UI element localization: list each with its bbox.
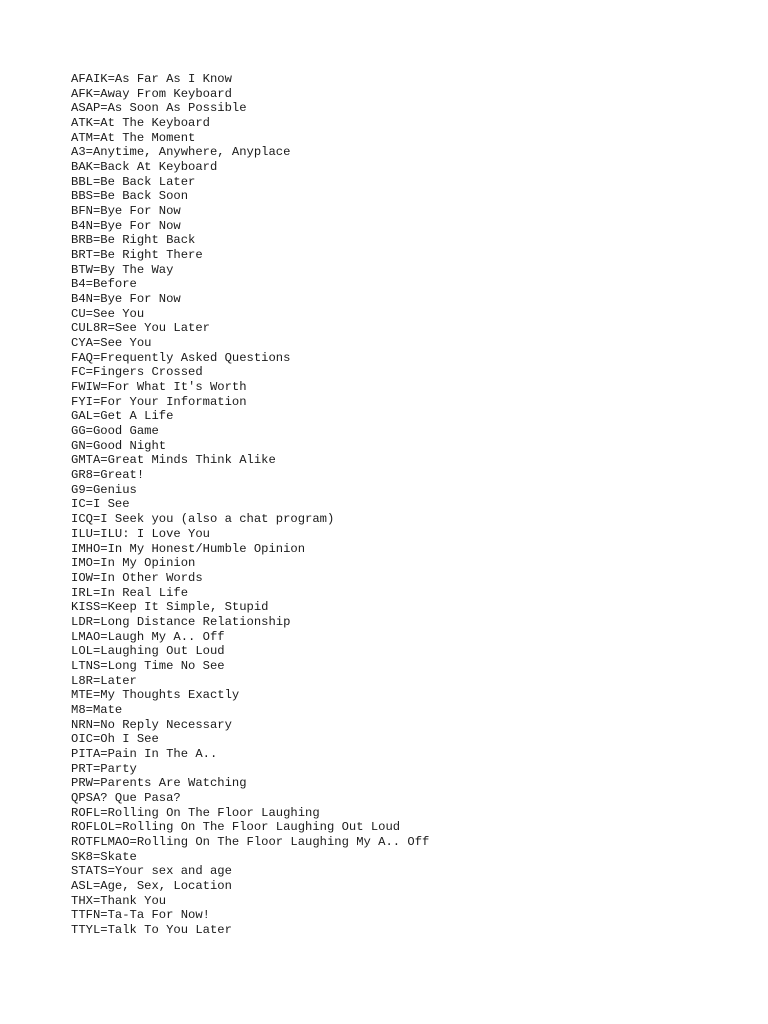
abbreviation-line: TTYL=Talk To You Later (71, 922, 232, 937)
abbreviation-line: ILU=ILU: I Love You (71, 526, 210, 541)
abbreviation-line: MTE=My Thoughts Exactly (71, 688, 240, 703)
abbreviation-line: B4=Before (71, 277, 137, 292)
abbreviation-line: IRL=In Real Life (71, 585, 189, 600)
abbreviation-line: L8R=Later (71, 673, 137, 688)
abbreviation-line: GAL=Get A Life (71, 409, 174, 424)
abbreviation-line: B4N=Bye For Now (71, 218, 181, 233)
abbreviation-line: A3=Anytime, Anywhere, Anyplace (71, 145, 291, 160)
abbreviation-line: BRT=Be Right There (71, 248, 203, 263)
abbreviation-line: IMHO=In My Honest/Humble Opinion (71, 541, 306, 556)
abbreviation-line: ICQ=I Seek you (also a chat program) (71, 512, 335, 527)
abbreviation-line: ROTFLMAO=Rolling On The Floor Laughing My A.. Off (71, 834, 430, 849)
abbreviation-line: PRT=Party (71, 761, 137, 776)
abbreviation-line: LDR=Long Distance Relationship (71, 614, 291, 629)
abbreviation-line: IMO=In My Opinion (71, 556, 196, 571)
abbreviation-line: CU=See You (71, 306, 145, 321)
abbreviation-line: GG=Good Game (71, 424, 159, 439)
abbreviation-line: BBS=Be Back Soon (71, 189, 189, 204)
abbreviation-line: GR8=Great! (71, 468, 145, 483)
abbreviation-line: LMAO=Laugh My A.. Off (71, 629, 225, 644)
abbreviation-list (71, 72, 429, 938)
abbreviation-line: FYI=For Your Information (71, 394, 247, 409)
abbreviation-line: CUL8R=See You Later (71, 321, 210, 336)
abbreviation-line: ASAP=As Soon As Possible (71, 101, 247, 116)
abbreviation-line: B4N=Bye For Now (71, 292, 181, 307)
abbreviation-line: ATM=At The Moment (71, 130, 196, 145)
abbreviation-line: BTW=By The Way (71, 262, 174, 277)
abbreviation-line: PRW=Parents Are Watching (71, 776, 247, 791)
abbreviation-line: THX=Thank You (71, 893, 167, 908)
abbreviation-line: BFN=Bye For Now (71, 204, 181, 219)
abbreviation-line: ROFL=Rolling On The Floor Laughing (71, 805, 320, 820)
abbreviation-line: IC=I See (71, 497, 130, 512)
abbreviation-line: PITA=Pain In The A.. (71, 746, 218, 761)
abbreviation-line: SK8=Skate (71, 849, 137, 864)
abbreviation-line: TTFN=Ta-Ta For Now! (71, 908, 210, 923)
abbreviation-line: AFAIK=As Far As I Know (71, 72, 232, 86)
abbreviation-line: FAQ=Frequently Asked Questions (71, 350, 291, 365)
abbreviation-line: BAK=Back At Keyboard (71, 160, 218, 175)
abbreviation-line: GN=Good Night (71, 438, 167, 453)
abbreviation-line: BRB=Be Right Back (71, 233, 196, 248)
abbreviation-line: CYA=See You (71, 336, 152, 351)
abbreviation-line: STATS=Your sex and age (71, 864, 232, 879)
abbreviation-line: IOW=In Other Words (71, 570, 203, 585)
abbreviation-line: G9=Genius (71, 482, 137, 497)
abbreviation-line: LOL=Laughing Out Loud (71, 644, 225, 659)
abbreviation-line: FWIW=For What It's Worth (71, 380, 247, 395)
abbreviation-line: AFK=Away From Keyboard (71, 86, 232, 101)
abbreviation-line: KISS=Keep It Simple, Stupid (71, 600, 269, 615)
abbreviation-line: GMTA=Great Minds Think Alike (71, 453, 276, 468)
abbreviation-line: QPSA? Que Pasa? (71, 790, 181, 805)
abbreviation-line: ASL=Age, Sex, Location (71, 878, 232, 893)
abbreviation-line: ROFLOL=Rolling On The Floor Laughing Out Loud (71, 820, 401, 835)
abbreviation-line: LTNS=Long Time No See (71, 658, 225, 673)
abbreviation-line: OIC=Oh I See (71, 732, 159, 747)
abbreviation-line: M8=Mate (71, 702, 123, 717)
abbreviation-line: ATK=At The Keyboard (71, 116, 210, 131)
abbreviation-line: FC=Fingers Crossed (71, 365, 203, 380)
abbreviation-line: BBL=Be Back Later (71, 174, 196, 189)
abbreviation-line: NRN=No Reply Necessary (71, 717, 232, 732)
